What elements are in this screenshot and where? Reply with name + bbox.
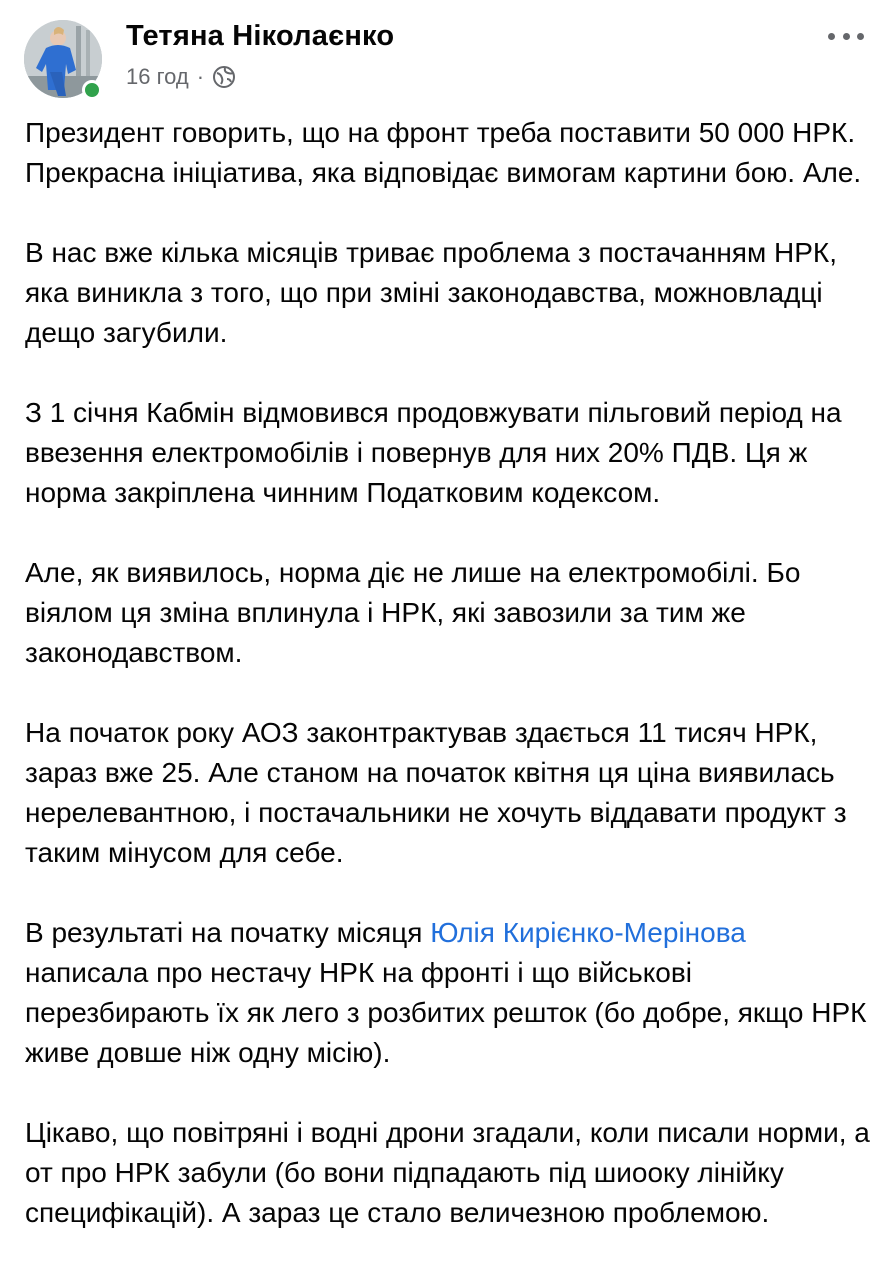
more-options-icon[interactable] <box>828 26 864 46</box>
post-body <box>25 113 873 1273</box>
author-name[interactable]: Тетяна Ніколаєнко <box>126 20 395 52</box>
globe-icon[interactable] <box>212 65 236 89</box>
post-paragraph-7: Цікаво, що повітряні і водні дрони згадали, коли писали норми, а от про НРК забули (бо вони підпадають під шиооку лінійку специфікацій). А зараз це стало величезною проблемою. <box>25 1117 870 1228</box>
online-status-dot <box>82 80 102 100</box>
post-paragraph-6 <box>25 913 873 1073</box>
mention-link[interactable]: Юлія Кирієнко-Мерінова <box>430 917 746 948</box>
post-header <box>24 18 870 100</box>
post-paragraph-5: На початок року АОЗ законтрактував здається 11 тисяч НРК, зараз вже 25. Але станом на початок квітня ця ціна виявилась нерелевантною, і постачальники не хочуть віддавати продукт з таким мінусом для себе. <box>25 717 847 868</box>
post-paragraph-1: Президент говорить, що на фронт треба поставити 50 000 НРК. Прекрасна ініціатива, яка відповідає вимогам картини бою. Але. <box>25 117 862 188</box>
paragraph-6-before: В результаті на початку місяця <box>25 917 431 948</box>
post-meta <box>126 64 236 90</box>
post-paragraph-2: В нас вже кілька місяців триває проблема з постачанням НРК, яка виникла з того, що при зміні законодавства, можновладці дещо загубили. <box>25 237 837 348</box>
paragraph-6-after: написала про нестачу НРК на фронті і що військові перезбирають їх як лего з розбитих решток (бо добре, якщо НРК живе довше ніж одну місію). <box>25 957 867 1068</box>
meta-separator: · <box>196 64 205 89</box>
post-paragraph-3: З 1 січня Кабмін відмовився продовжувати пільговий період на ввезення електромобілів і повернув для них 20% ПДВ. Ця ж норма закріплена чинним Податковим кодексом. <box>25 397 842 508</box>
post-time[interactable]: 16 год <box>126 64 189 89</box>
post-paragraph-4: Але, як виявилось, норма діє не лише на електромобілі. Бо віялом ця зміна вплинула і НРК, які завозили за тим же законодавством. <box>25 557 801 668</box>
